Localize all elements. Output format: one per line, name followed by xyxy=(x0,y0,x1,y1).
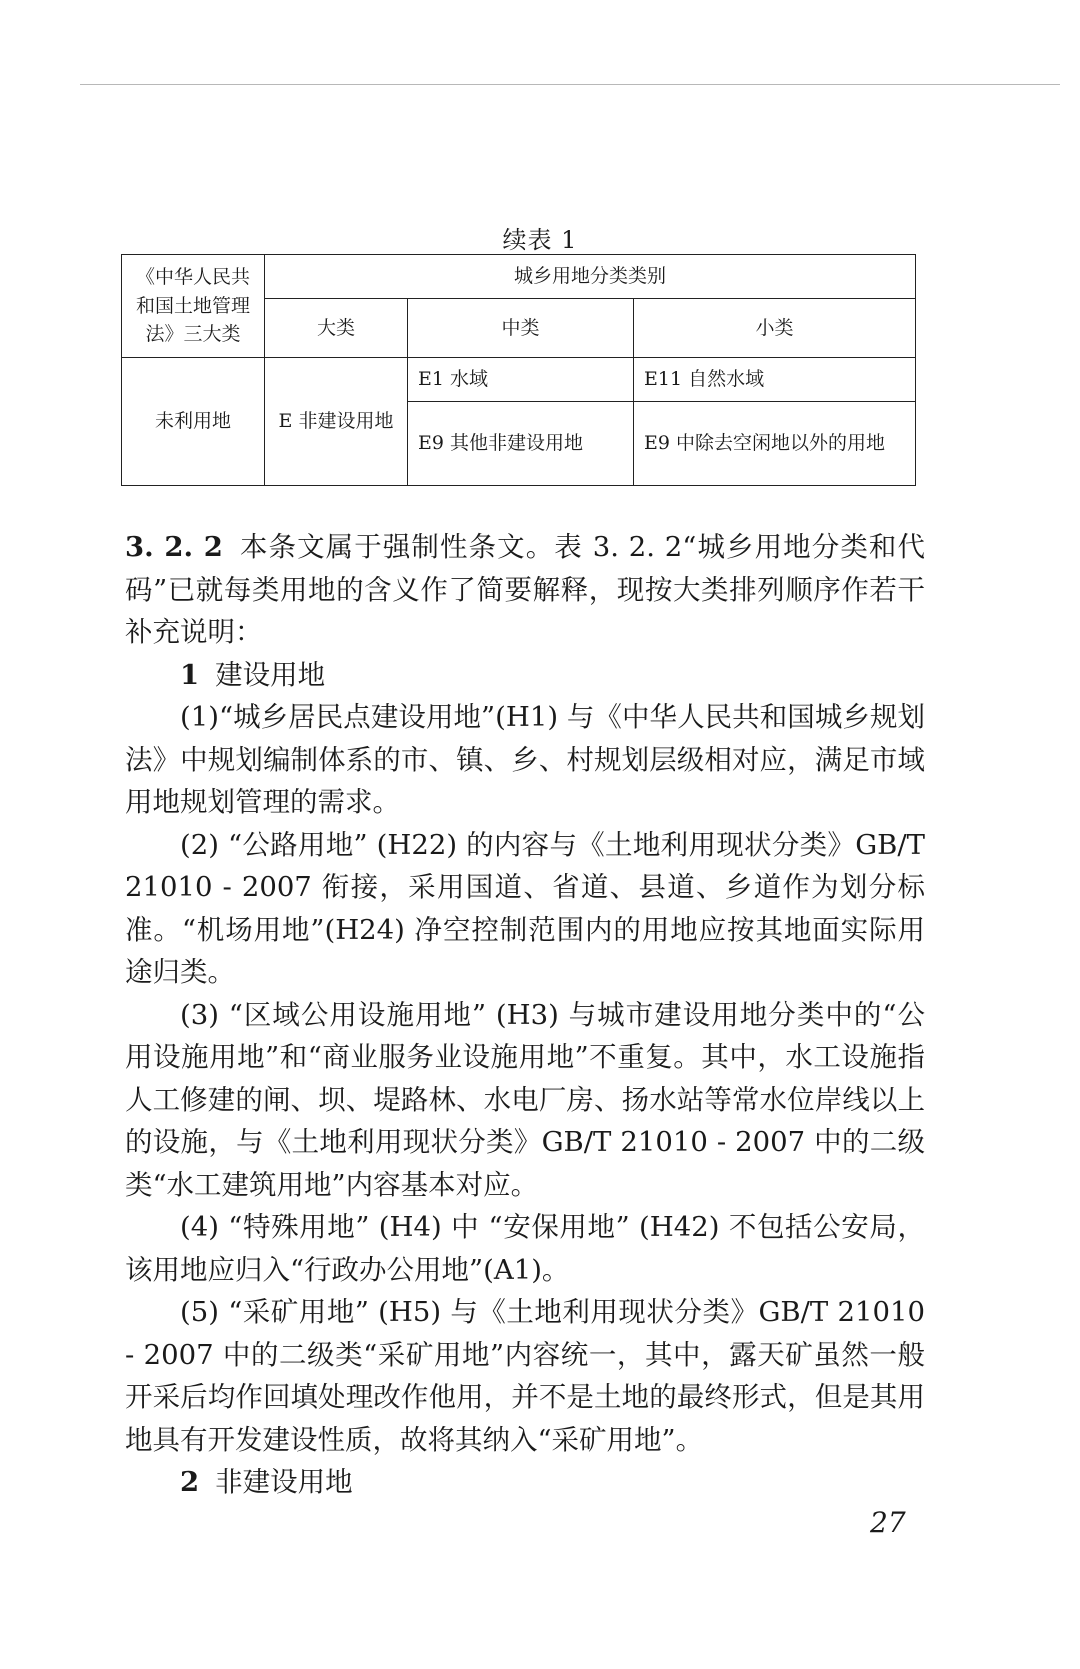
item-number: 2 xyxy=(180,1466,200,1498)
clause-text: 本条文属于强制性条文。表 3. 2. 2“城乡用地分类和代码”已就每类用地的含义作了简要解释，现按大类排列顺序作若干补充说明： xyxy=(125,531,925,648)
item-title: 建设用地 xyxy=(215,658,326,691)
paragraph: (2) “公路用地” (H22) 的内容与《土地利用现状分类》GB/T 21010 - 2007 衔接，采用国道、省道、县道、乡道作为划分标准。“机场用地”(H24) 净空控制范围内的用地应按其地面实际用途归类。 xyxy=(125,828,925,988)
law-category-header: 《中华人民共和国土地管理法》三大类 xyxy=(122,255,265,358)
mid-class-cell: E1 水域 xyxy=(408,358,634,402)
clause-number: 3. 2. 2 xyxy=(125,531,223,563)
table-caption: 续表 1 xyxy=(502,226,578,254)
mid-class-header: 中类 xyxy=(408,299,634,358)
land-classification-table xyxy=(121,254,916,486)
header-rule xyxy=(80,84,1060,85)
major-class-cell: E 非建设用地 xyxy=(265,358,408,486)
item-title: 非建设用地 xyxy=(215,1466,353,1498)
item-heading xyxy=(125,654,925,697)
body-text xyxy=(125,526,925,1504)
item-number: 1 xyxy=(180,658,200,691)
page-number: 27 xyxy=(870,1506,906,1539)
category-cell: 未利用地 xyxy=(122,358,265,486)
clause-paragraph xyxy=(125,526,925,654)
small-class-cell: E9 中除去空闲地以外的用地 xyxy=(634,402,916,486)
group-header: 城乡用地分类类别 xyxy=(265,255,916,299)
major-class-header: 大类 xyxy=(265,299,408,358)
paragraph: (1)“城乡居民点建设用地”(H1) 与《中华人民共和国城乡规划法》中规划编制体系的市、镇、乡、村规划层级相对应，满足市域用地规划管理的需求。 xyxy=(125,701,925,818)
table-header-row xyxy=(122,255,916,299)
paragraph: (4) “特殊用地” (H4) 中 “安保用地” (H42) 不包括公安局，该用地应归入“行政办公用地”(A1)。 xyxy=(125,1211,925,1286)
small-class-header: 小类 xyxy=(634,299,916,358)
mid-class-cell: E9 其他非建设用地 xyxy=(408,402,634,486)
paragraph: (5) “采矿用地” (H5) 与《土地利用现状分类》GB/T 21010 - 2007 中的二级类“采矿用地”内容统一，其中，露天矿虽然一般开采后均作回填处理改作他用，并不是土地的最终形式，但是其用地具有开发建设性质，故将其纳入“采矿用地”。 xyxy=(125,1296,925,1456)
paragraph: (3) “区域公用设施用地” (H3) 与城市建设用地分类中的“公用设施用地”和“商业服务业设施用地”不重复。其中，水工设施指人工修建的闸、坝、堤路林、水电厂房、扬水站等常水位岸线以上的设施，与《土地利用现状分类》GB/T 21010 - 2007 中的二级类“水工建筑用地”内容基本对应。 xyxy=(125,998,925,1201)
item-heading xyxy=(125,1461,925,1504)
small-class-cell: E11 自然水域 xyxy=(634,358,916,402)
table-row xyxy=(122,358,916,402)
